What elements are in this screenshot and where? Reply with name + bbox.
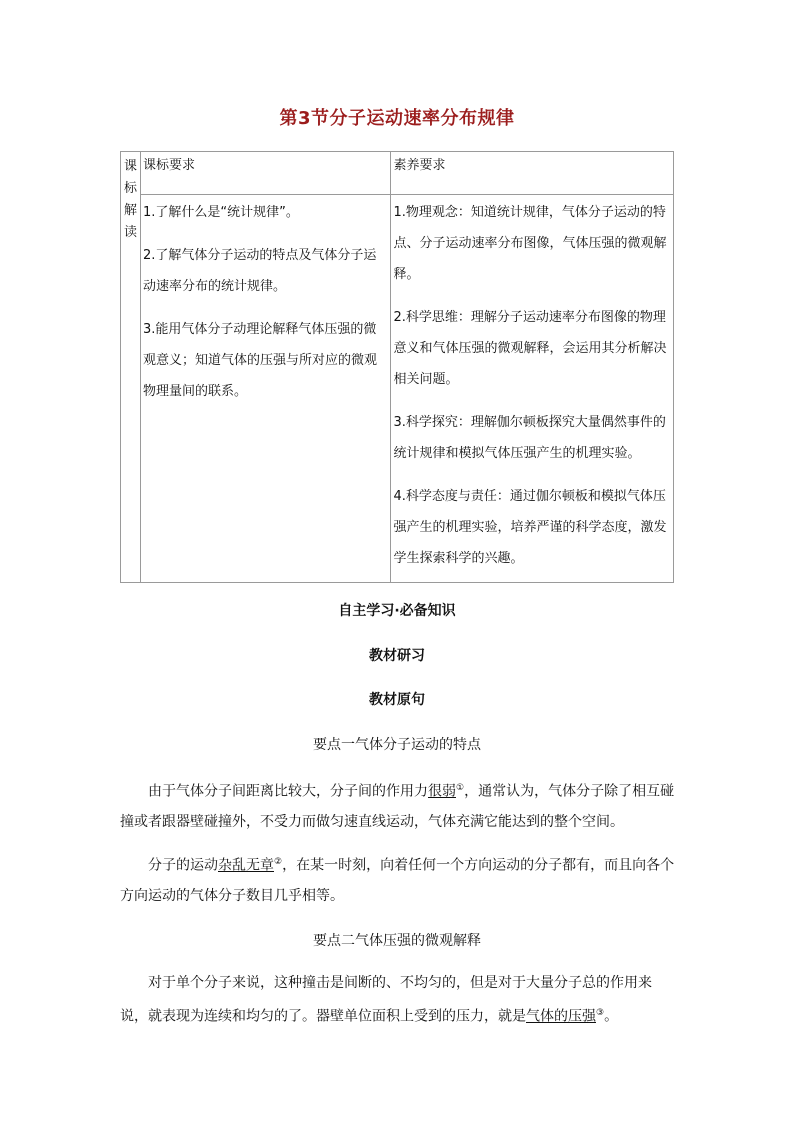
row-label-char: 课 <box>124 159 138 174</box>
curriculum-requirements-cell <box>141 195 391 583</box>
paragraph <box>120 847 676 911</box>
footnote-mark: ① <box>456 783 465 793</box>
list-item: 1.物理观念：知道统计规律，气体分子运动的特点、分子运动速率分布图像，气体压强的微观解释。 <box>393 205 667 282</box>
row-label-char: 解 <box>124 203 138 218</box>
text: 由于气体分子间距离比较大，分子间的作用力 <box>148 783 428 800</box>
curriculum-table <box>120 151 674 583</box>
list-item: 3.能用气体分子动理论解释气体压强的微观意义；知道气体的压强与所对应的微观物理量间的联系。 <box>143 322 378 399</box>
point-heading: 要点二气体压强的微观解释 <box>313 933 481 949</box>
list-item: 2.科学思维：理解分子运动速率分布图像的物理意义和气体压强的微观解释，会运用其分析解决相关问题。 <box>393 310 667 387</box>
paragraph <box>120 773 676 837</box>
text: ，通常认为，气体分子除了相互碰撞或者跟器壁碰撞外，不受力而做匀速直线运动，气体充满它能达到的整个空间。 <box>120 783 675 830</box>
point-heading: 要点一气体分子运动的特点 <box>313 737 481 753</box>
col2-header: 素养要求 <box>391 152 674 195</box>
footnote-mark: ② <box>274 857 283 867</box>
paragraph <box>120 968 676 1032</box>
list-item: 4.科学态度与责任：通过伽尔顿板和模拟气体压强产生的机理实验，培养严谨的科学态度，激发学生探索科学的兴趣。 <box>393 489 667 566</box>
table-content-row <box>121 195 674 583</box>
competency-requirements-cell <box>391 195 674 583</box>
section-heading: 教材研习 <box>369 648 425 664</box>
row-label-char: 标 <box>124 181 138 196</box>
section-heading: 自主学习·必备知识 <box>338 603 456 619</box>
text: ，在某一时刻，向着任何一个方向运动的分子都有，而且向各个方向运动的气体分子数目几乎相等。 <box>120 857 675 904</box>
list-item: 3.科学探究：理解伽尔顿板探究大量偶然事件的统计规律和模拟气体压强产生的机理实验。 <box>393 415 666 461</box>
underlined-term: 很弱 <box>428 783 456 800</box>
row-label-char: 读 <box>124 225 138 240</box>
list-item: 2.了解气体分子运动的特点及气体分子运动速率分布的统计规律。 <box>143 248 377 294</box>
underlined-term: 气体的压强 <box>526 1008 596 1025</box>
text: 对于单个分子来说，这种撞击是间断的、不均匀的，但是对于大量分子总的作用来说，就表现为连续和均匀的了。器壁单位面积上受到的压力，就是 <box>120 975 652 1025</box>
underlined-term: 杂乱无章 <box>218 857 274 874</box>
col1-header: 课标要求 <box>141 152 391 195</box>
list-item: 1.了解什么是“统计规律”。 <box>143 205 299 220</box>
section-heading: 教材原句 <box>369 692 425 708</box>
page-title: 第3节分子运动速率分布规律 <box>279 108 515 129</box>
text: 。 <box>604 1008 619 1025</box>
table-header-row <box>121 152 674 195</box>
row-label-cell <box>121 152 141 583</box>
footnote-mark: ③ <box>596 1008 605 1018</box>
text: 分子的运动 <box>148 857 218 874</box>
